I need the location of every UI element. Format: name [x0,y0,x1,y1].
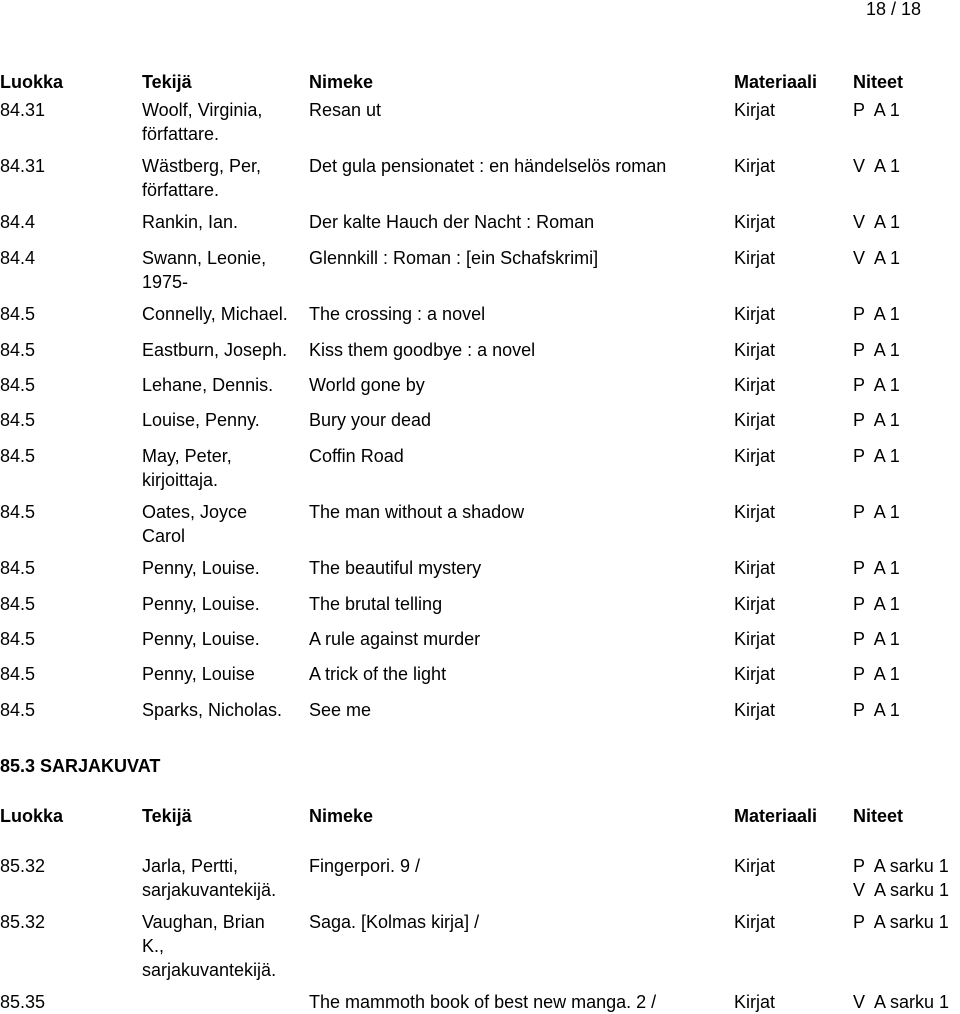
cell-luokka: 85.35 [0,992,46,1012]
cell-luokka: 84.31 [0,156,46,176]
cell-materiaali: Kirjat [734,700,776,720]
cell-luokka: 84.5 [0,446,36,466]
cell-nimeke: The man without a shadow [309,502,525,522]
cell-tekija: Connelly, Michael. [142,304,288,324]
cell-nimeke: World gone by [309,375,425,395]
cell-niteet: P A 1 [853,410,900,430]
cell-niteet: P A 1 [853,594,900,614]
cell-tekija: Louise, Penny. [142,410,260,430]
cell-tekija: Jarla, Pertti, [142,856,239,876]
cell-materiaali: Kirjat [734,410,776,430]
cell-tekija: sarjakuvantekijä. [142,960,277,980]
page-number: 18 / 18 [866,0,922,19]
cell-materiaali: Kirjat [734,912,776,932]
cell-tekija: författare. [142,180,220,200]
cell-tekija: Wästberg, Per, [142,156,262,176]
cell-luokka: 84.5 [0,700,36,720]
cell-luokka: 84.5 [0,304,36,324]
cell-luokka: 84.5 [0,340,36,360]
cell-materiaali: Kirjat [734,629,776,649]
cell-tekija: Sparks, Nicholas. [142,700,283,720]
header-nimeke: Nimeke [309,806,374,826]
cell-tekija: Penny, Louise. [142,629,260,649]
cell-materiaali: Kirjat [734,212,776,232]
cell-niteet: P A sarku 1 [853,856,949,876]
cell-tekija: Rankin, Ian. [142,212,239,232]
cell-materiaali: Kirjat [734,340,776,360]
cell-materiaali: Kirjat [734,992,776,1012]
cell-nimeke: Resan ut [309,100,382,120]
cell-niteet: P A 1 [853,629,900,649]
cell-tekija: Oates, Joyce [142,502,248,522]
header-nimeke: Nimeke [309,72,374,92]
cell-tekija: May, Peter, [142,446,232,466]
cell-niteet: P A 1 [853,100,900,120]
cell-materiaali: Kirjat [734,502,776,522]
cell-niteet: V A sarku 1 [853,880,950,900]
cell-niteet: V A 1 [853,212,901,232]
cell-tekija: kirjoittaja. [142,470,219,490]
cell-nimeke: The crossing : a novel [309,304,486,324]
cell-tekija: Vaughan, Brian [142,912,265,932]
cell-nimeke: A trick of the light [309,664,447,684]
cell-materiaali: Kirjat [734,248,776,268]
cell-materiaali: Kirjat [734,558,776,578]
header-luokka: Luokka [0,72,64,92]
section-title: 85.3 SARJAKUVAT [0,756,161,776]
cell-luokka: 84.4 [0,212,36,232]
cell-materiaali: Kirjat [734,856,776,876]
cell-niteet: P A sarku 1 [853,912,949,932]
cell-materiaali: Kirjat [734,304,776,324]
header-niteet: Niteet [853,72,904,92]
cell-tekija: 1975- [142,272,189,292]
cell-materiaali: Kirjat [734,375,776,395]
cell-luokka: 84.5 [0,594,36,614]
cell-nimeke: Fingerpori. 9 / [309,856,421,876]
cell-tekija: sarjakuvantekijä. [142,880,277,900]
cell-nimeke: Det gula pensionatet : en händelselös roman [309,156,667,176]
cell-tekija: Carol [142,526,186,546]
cell-materiaali: Kirjat [734,664,776,684]
cell-nimeke: The brutal telling [309,594,443,614]
cell-niteet: V A 1 [853,156,901,176]
cell-niteet: P A 1 [853,446,900,466]
cell-materiaali: Kirjat [734,446,776,466]
header-materiaali: Materiaali [734,72,818,92]
cell-luokka: 84.5 [0,410,36,430]
cell-luokka: 84.5 [0,502,36,522]
header-tekija: Tekijä [142,72,192,92]
cell-nimeke: Saga. [Kolmas kirja] / [309,912,480,932]
cell-tekija: Penny, Louise [142,664,255,684]
cell-nimeke: The beautiful mystery [309,558,482,578]
cell-luokka: 84.5 [0,629,36,649]
cell-luokka: 84.5 [0,375,36,395]
cell-nimeke: Kiss them goodbye : a novel [309,340,536,360]
cell-luokka: 85.32 [0,856,46,876]
header-luokka: Luokka [0,806,64,826]
cell-luokka: 84.31 [0,100,46,120]
cell-niteet: V A 1 [853,248,901,268]
cell-tekija: Woolf, Virginia, [142,100,263,120]
cell-tekija: författare. [142,124,220,144]
cell-nimeke: Glennkill : Roman : [ein Schafskrimi] [309,248,599,268]
header-tekija: Tekijä [142,806,192,826]
cell-tekija: Penny, Louise. [142,594,260,614]
cell-nimeke: Bury your dead [309,410,432,430]
cell-tekija: Eastburn, Joseph. [142,340,288,360]
header-materiaali: Materiaali [734,806,818,826]
cell-luokka: 85.32 [0,912,46,932]
cell-niteet: V A sarku 1 [853,992,950,1012]
cell-luokka: 84.5 [0,664,36,684]
cell-nimeke: See me [309,700,372,720]
header-niteet: Niteet [853,806,904,826]
cell-nimeke: A rule against murder [309,629,481,649]
cell-niteet: P A 1 [853,375,900,395]
cell-nimeke: The mammoth book of best new manga. 2 / [309,992,657,1012]
cell-niteet: P A 1 [853,340,900,360]
cell-tekija: Penny, Louise. [142,558,260,578]
cell-niteet: P A 1 [853,700,900,720]
cell-tekija: Lehane, Dennis. [142,375,274,395]
cell-tekija: Swann, Leonie, [142,248,267,268]
cell-nimeke: Der kalte Hauch der Nacht : Roman [309,212,595,232]
cell-niteet: P A 1 [853,558,900,578]
cell-niteet: P A 1 [853,502,900,522]
cell-materiaali: Kirjat [734,594,776,614]
cell-luokka: 84.4 [0,248,36,268]
cell-niteet: P A 1 [853,664,900,684]
cell-nimeke: Coffin Road [309,446,404,466]
cell-niteet: P A 1 [853,304,900,324]
cell-tekija: K., [142,936,165,956]
cell-materiaali: Kirjat [734,156,776,176]
cell-luokka: 84.5 [0,558,36,578]
cell-materiaali: Kirjat [734,100,776,120]
